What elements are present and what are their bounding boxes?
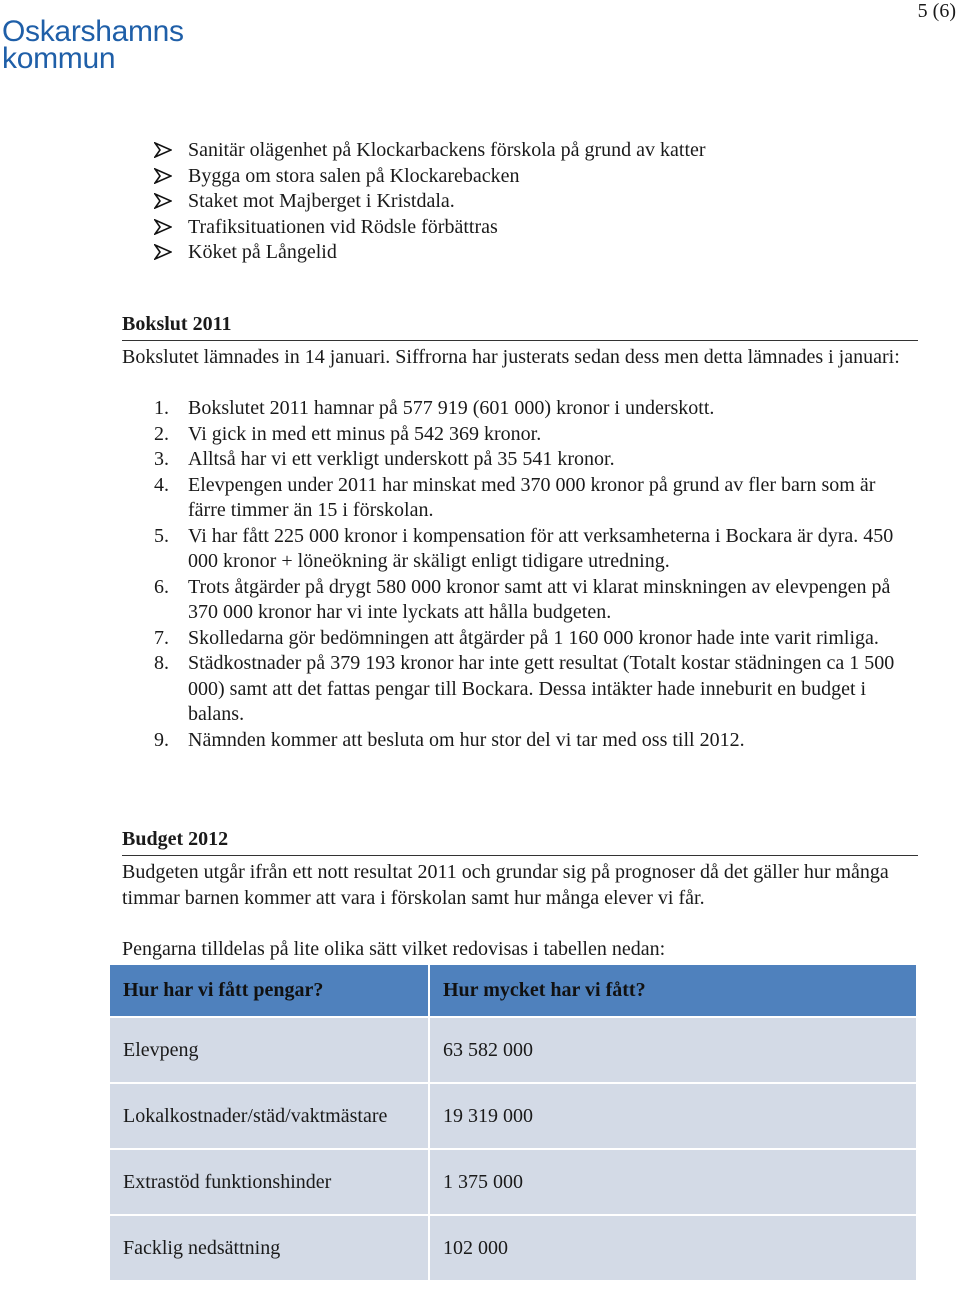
budget-paragraph: Budgeten utgår ifrån ett nott resultat 2011 och grundar sig på prognoser då det gäller hur många timmar barnen kommer att vara i förskolan samt hur många elever vi får. [122, 861, 889, 909]
arrow-bullet-icon [154, 142, 172, 158]
bullet-list [154, 138, 706, 266]
table-header-cell: Hur mycket har vi fått? [429, 964, 917, 1017]
section-heading-bokslut: Bokslut 2011 [122, 312, 918, 341]
list-item: 1. Bokslutet 2011 hamnar på 577 919 (601 000) kronor i underskott. [154, 397, 715, 419]
bokslut-intro: Bokslutet lämnades in 14 januari. Siffrorna har justerats sedan dess men detta lämnades i januari: [122, 346, 900, 368]
list-item: Staket mot Majberget i Kristdala. [154, 189, 706, 215]
table-cell: 102 000 [429, 1215, 917, 1281]
list-item: 8. Städkostnader på 379 193 kronor har inte gett resultat (Totalt kostar städningen ca 1 500 000) samt att det fattas pengar till Bockara. Dessa intäkter hade inneburit en budget i balans. [154, 652, 895, 725]
page-number: 5 (6) [917, 0, 956, 22]
list-item: 3. Alltså har vi ett verkligt underskott på 35 541 kronor. [154, 448, 615, 470]
table-cell: Facklig nedsättning [109, 1215, 429, 1281]
list-item: Bygga om stora salen på Klockarebacken [154, 164, 706, 190]
bokslut-numbered-list [122, 396, 918, 753]
municipality-logo [2, 15, 184, 75]
table-cell: Extrastöd funktionshinder [109, 1149, 429, 1215]
logo-line-2: kommun [2, 42, 116, 75]
table-cell: 19 319 000 [429, 1083, 917, 1149]
funding-table [108, 963, 918, 1282]
arrow-bullet-icon [154, 219, 172, 235]
list-item: 6. Trots åtgärder på drygt 580 000 kronor samt att vi klarat minskningen av elevpengen på 370 000 kronor har vi inte lyckats att hålla budgeten. [154, 575, 891, 623]
table-row [109, 1215, 917, 1281]
table-row [109, 1083, 917, 1149]
table-row [109, 1017, 917, 1083]
logo-line-1: Oskarshamns [2, 15, 184, 48]
table-cell: Elevpeng [109, 1017, 429, 1083]
section-heading-budget: Budget 2012 [122, 827, 918, 856]
table-cell: 63 582 000 [429, 1017, 917, 1083]
table-cell: Lokalkostnader/städ/vaktmästare [109, 1083, 429, 1149]
budget-table-intro: Pengarna tilldelas på lite olika sätt vilket redovisas i tabellen nedan: [122, 938, 666, 960]
arrow-bullet-icon [154, 244, 172, 260]
arrow-bullet-icon [154, 168, 172, 184]
list-item: 7. Skolledarna gör bedömningen att åtgärder på 1 160 000 kronor hade inte varit rimliga. [154, 626, 879, 649]
list-item: Sanitär olägenhet på Klockarbackens förskola på grund av katter [154, 138, 706, 164]
table-header-cell: Hur har vi fått pengar? [109, 964, 429, 1017]
table-header-row [109, 964, 917, 1017]
list-item: Trafiksituationen vid Rödsle förbättras [154, 215, 706, 241]
list-item: 2. Vi gick in med ett minus på 542 369 kronor. [154, 422, 542, 445]
arrow-bullet-icon [154, 193, 172, 209]
list-item: 9. Nämnden kommer att besluta om hur stor del vi tar med oss till 2012. [154, 728, 745, 751]
list-item: 4. Elevpengen under 2011 har minskat med 370 000 kronor på grund av fler barn som är färre timmer än 15 i förskolan. [154, 473, 876, 521]
list-item: Köket på Långelid [154, 240, 706, 266]
list-item: 5. Vi har fått 225 000 kronor i kompensation för att verksamheterna i Bockara är dyra. 450 000 kronor + löneökning är skäligt enligt tidigare utredning. [154, 524, 894, 572]
table-row [109, 1149, 917, 1215]
table-cell: 1 375 000 [429, 1149, 917, 1215]
